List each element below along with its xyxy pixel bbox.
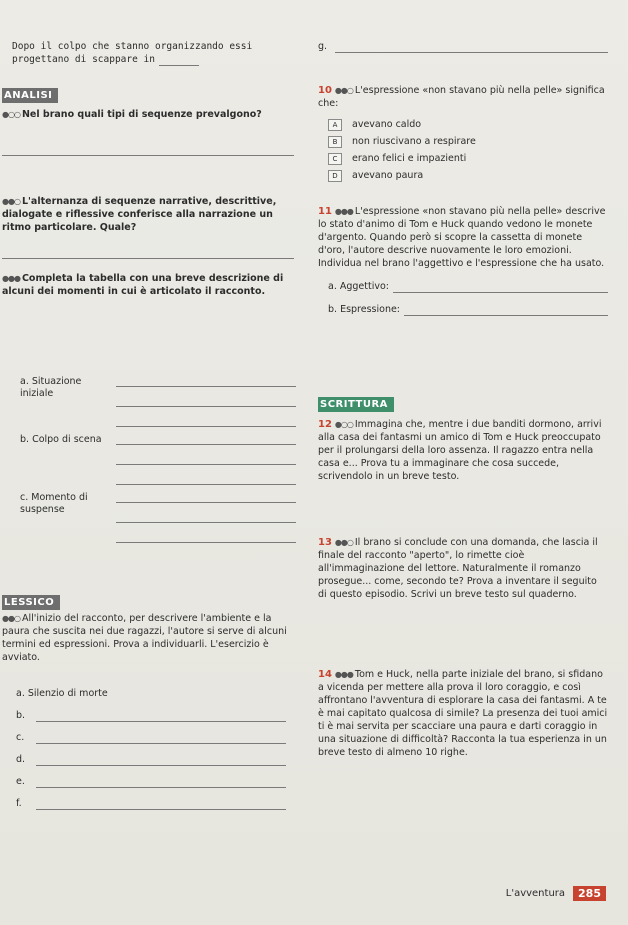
question-text: Il brano si conclude con una domanda, che lascia il finale del racconto "aperto", lo rimette cioè all'immaginazione del lettore. Naturalmente il romanzo prosegue... come, secondo te? Prova a inventare il seguito di questo episodio. Scrivi un breve testo sul quaderno. [318, 537, 598, 600]
option-d[interactable] [328, 167, 608, 184]
answer-line[interactable] [36, 775, 286, 788]
answer-line[interactable] [116, 474, 296, 485]
difficulty-dots: ●●○ [334, 538, 353, 547]
option-b[interactable] [328, 133, 608, 150]
intro-line-1: Dopo il colpo che stanno organizzando essi [12, 41, 253, 52]
difficulty-dots: ●○○ [334, 420, 353, 429]
option-checkbox[interactable]: A [328, 119, 342, 131]
section-header-scrittura: SCRITTURA [318, 397, 394, 412]
answer-line[interactable] [159, 53, 199, 66]
answer-line[interactable] [36, 797, 286, 810]
difficulty-dots: ●●○ [2, 614, 20, 623]
list-item: f. [16, 788, 286, 810]
question-number: 11 [318, 206, 332, 217]
expression-row [318, 303, 608, 316]
question-8 [2, 195, 294, 259]
question-10 [318, 84, 608, 184]
question-14 [318, 668, 608, 759]
item-label: a. Silenzio di morte [16, 688, 108, 699]
list-item: e. [16, 766, 286, 788]
list-item: b. [16, 700, 286, 722]
option-label: erano felici e impazienti [352, 153, 467, 164]
table-row [20, 376, 296, 434]
difficulty-dots: ●●● [334, 207, 353, 216]
answer-line[interactable] [2, 143, 294, 156]
options-list [318, 116, 608, 184]
question-9-text: Completa la tabella con una breve descrizione di alcuni dei momenti in cui è articolato il racconto. [2, 273, 284, 297]
list-item: c. [16, 722, 286, 744]
difficulty-dots: ●●● [334, 670, 353, 679]
lexicon-list [2, 678, 286, 810]
question-8-text: L'alternanza di sequenze narrative, descrittive, dialogate e riflessive conferisce alla narrazione un ritmo particolare. Quale? [2, 196, 277, 233]
left-column [2, 40, 294, 66]
answer-line[interactable] [335, 40, 608, 53]
question-text: Tom e Huck, nella parte iniziale del brano, si sfidano a vicenda per mettere alla prova il loro coraggio, e così affrontano l'avventura di esplorare la casa dei fantasmi. A te è mai capitato qualcosa di simile? La presenza dei tuoi amici ti è mai servita per scacciare una paura e darti coraggio in una situazione di difficoltà? Racconta la tua esperienza in un breve testo di almeno 10 righe. [318, 669, 608, 758]
question-number: 12 [318, 419, 332, 430]
question-number: 13 [318, 537, 332, 548]
question-9 [2, 272, 294, 298]
difficulty-dots: ●●○ [334, 86, 353, 95]
question-g [318, 40, 608, 53]
table-row [20, 492, 296, 556]
answer-line[interactable] [116, 532, 296, 543]
row-label: b. Colpo di scena [20, 434, 102, 445]
option-label: avevano caldo [352, 119, 422, 130]
question-10-left-text: All'inizio del racconto, per descrivere l'ambiente e la paura che suscita nei due ragazzi, l'autore si serve di alcuni termini ed espressioni. Prova a individuarli. L'esercizio è avviato. [2, 613, 287, 663]
row-label: a. Situazione iniziale [20, 376, 82, 399]
book-title: L'avventura [505, 888, 566, 899]
question-text: L'espressione «non stavano più nella pelle» descrive lo stato d'animo di Tom e Huck quando vedono le monete d'argento. Quando però si scopre la cassetta di monete d'oro, l'autore descrive nuovamente le loro emozioni. Individua nel brano l'aggettivo e l'espressione che ha usato. [318, 206, 606, 269]
question-10-left [2, 612, 294, 664]
option-label: non riuscivano a respirare [352, 136, 476, 147]
answer-line[interactable] [36, 709, 286, 722]
difficulty-dots: ●●● [2, 274, 20, 283]
list-item: d. [16, 744, 286, 766]
page-number: 285 [573, 886, 606, 901]
analisi-section [2, 88, 294, 103]
section-header-analisi: ANALISI [2, 88, 58, 103]
question-text: Immagina che, mentre i due banditi dormono, arrivi alla casa dei fantasmi un amico di Tom e Huck preoccupato per il prolungarsi della loro assenza. Il ragazzo entra nella casa e... Prova tu a immaginare che cosa succede, scrivendolo in un breve testo. [318, 419, 602, 482]
table-row [20, 434, 296, 492]
option-c[interactable] [328, 150, 608, 167]
difficulty-dots: ●○○ [2, 110, 20, 119]
lessico-section [2, 595, 294, 610]
option-label: avevano paura [352, 170, 424, 181]
answer-line[interactable] [116, 492, 296, 503]
difficulty-dots: ●●○ [2, 197, 20, 206]
item-label: b. Espressione: [328, 304, 401, 315]
answer-line[interactable] [116, 434, 296, 445]
section-header-lessico: LESSICO [2, 595, 60, 610]
question-12 [318, 418, 608, 483]
option-checkbox[interactable]: B [328, 136, 342, 148]
list-item [16, 678, 286, 700]
question-text: L'espressione «non stavano più nella pelle» significa che: [318, 85, 605, 109]
question-13 [318, 536, 608, 601]
answer-line[interactable] [116, 512, 296, 523]
answer-line[interactable] [116, 454, 296, 465]
item-label: a. Aggettivo: [328, 281, 389, 292]
question-7 [2, 108, 294, 156]
question-number: 10 [318, 85, 332, 96]
answer-line[interactable] [36, 753, 286, 766]
option-a[interactable] [328, 116, 608, 133]
answer-line[interactable] [36, 731, 286, 744]
page-footer [506, 886, 606, 901]
moments-table [2, 376, 296, 556]
option-checkbox[interactable]: D [328, 170, 342, 182]
item-label: g. [318, 41, 328, 52]
question-11 [318, 205, 608, 316]
intro-line-2: progettano di scappare in [2, 53, 294, 66]
adjective-row [318, 280, 608, 293]
answer-line[interactable] [404, 303, 608, 316]
row-label: c. Momento di suspense [20, 492, 88, 515]
scrittura-section [318, 397, 608, 412]
answer-line[interactable] [116, 396, 296, 407]
answer-line[interactable] [393, 280, 608, 293]
answer-line[interactable] [2, 246, 294, 259]
option-checkbox[interactable]: C [328, 153, 342, 165]
answer-line[interactable] [116, 376, 296, 387]
question-number: 14 [318, 669, 332, 680]
question-7-text: Nel brano quali tipi di sequenze prevalgono? [21, 109, 262, 120]
answer-line[interactable] [116, 416, 296, 427]
